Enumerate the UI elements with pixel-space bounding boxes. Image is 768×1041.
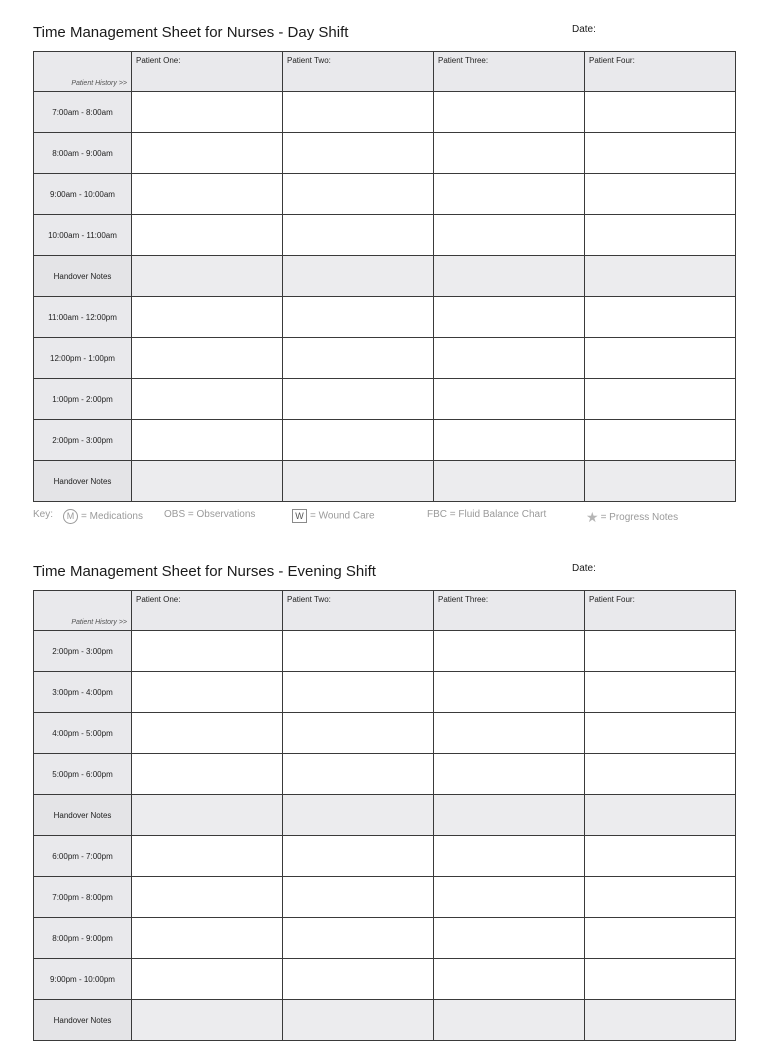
entry-cell[interactable]	[585, 754, 736, 795]
time-slot-label: 9:00am - 10:00am	[34, 174, 132, 215]
patient-one-header: Patient One:	[132, 591, 283, 631]
key-wound-care	[292, 509, 375, 523]
key-label: Key:	[33, 509, 54, 520]
entry-cell[interactable]	[434, 92, 585, 133]
table-row	[34, 174, 736, 215]
entry-cell[interactable]	[585, 379, 736, 420]
handover-label: Handover Notes	[34, 461, 132, 502]
entry-cell[interactable]	[132, 631, 283, 672]
entry-cell[interactable]	[132, 215, 283, 256]
entry-cell[interactable]	[434, 918, 585, 959]
entry-cell[interactable]	[283, 338, 434, 379]
entry-cell[interactable]	[434, 174, 585, 215]
entry-cell[interactable]	[585, 713, 736, 754]
patient-history-label: Patient History >>	[71, 619, 127, 626]
evening-shift-table	[33, 590, 736, 1041]
patient-history-cell	[34, 591, 132, 631]
entry-cell[interactable]	[434, 754, 585, 795]
patient-four-header: Patient Four:	[585, 52, 736, 92]
entry-cell[interactable]	[434, 631, 585, 672]
time-slot-label: 6:00pm - 7:00pm	[34, 836, 132, 877]
handover-cell[interactable]	[434, 461, 585, 502]
entry-cell[interactable]	[132, 420, 283, 461]
handover-cell[interactable]	[585, 256, 736, 297]
entry-cell[interactable]	[283, 877, 434, 918]
medications-circle-icon: M	[63, 509, 78, 524]
handover-cell[interactable]	[434, 256, 585, 297]
entry-cell[interactable]	[585, 92, 736, 133]
table-row	[34, 713, 736, 754]
fluid-balance-text: FBC = Fluid Balance Chart	[427, 509, 547, 520]
table-row	[34, 672, 736, 713]
entry-cell[interactable]	[434, 215, 585, 256]
handover-cell[interactable]	[585, 461, 736, 502]
entry-cell[interactable]	[434, 836, 585, 877]
entry-cell[interactable]	[283, 215, 434, 256]
time-slot-label: 2:00pm - 3:00pm	[34, 631, 132, 672]
entry-cell[interactable]	[585, 918, 736, 959]
entry-cell[interactable]	[434, 379, 585, 420]
entry-cell[interactable]	[283, 420, 434, 461]
table-row	[34, 338, 736, 379]
patient-two-header: Patient Two:	[283, 591, 434, 631]
entry-cell[interactable]	[283, 631, 434, 672]
table-row	[34, 215, 736, 256]
table-row	[34, 918, 736, 959]
entry-cell[interactable]	[132, 92, 283, 133]
entry-cell[interactable]	[283, 754, 434, 795]
entry-cell[interactable]	[585, 174, 736, 215]
time-slot-label: 7:00am - 8:00am	[34, 92, 132, 133]
evening-header-row	[34, 591, 736, 631]
patient-history-cell	[34, 52, 132, 92]
entry-cell[interactable]	[132, 133, 283, 174]
patient-three-header: Patient Three:	[434, 52, 585, 92]
handover-cell[interactable]	[132, 461, 283, 502]
entry-cell[interactable]	[585, 836, 736, 877]
table-row	[34, 836, 736, 877]
time-slot-label: 1:00pm - 2:00pm	[34, 379, 132, 420]
handover-cell[interactable]	[283, 461, 434, 502]
entry-cell[interactable]	[434, 713, 585, 754]
handover-cell[interactable]	[434, 795, 585, 836]
handover-label: Handover Notes	[34, 795, 132, 836]
entry-cell[interactable]	[434, 959, 585, 1000]
table-row	[34, 92, 736, 133]
entry-cell[interactable]	[132, 379, 283, 420]
handover-row	[34, 795, 736, 836]
wound-care-text: = Wound Care	[310, 510, 375, 522]
entry-cell[interactable]	[585, 631, 736, 672]
entry-cell[interactable]	[585, 133, 736, 174]
entry-cell[interactable]	[132, 959, 283, 1000]
entry-cell[interactable]	[434, 672, 585, 713]
key-progress-notes	[586, 509, 678, 526]
time-slot-label: 5:00pm - 6:00pm	[34, 754, 132, 795]
day-date-label: Date:	[572, 24, 596, 35]
table-row	[34, 297, 736, 338]
patient-one-header: Patient One:	[132, 52, 283, 92]
entry-cell[interactable]	[434, 133, 585, 174]
handover-row	[34, 1000, 736, 1041]
entry-cell[interactable]	[132, 174, 283, 215]
patient-four-header: Patient Four:	[585, 591, 736, 631]
entry-cell[interactable]	[283, 92, 434, 133]
handover-label: Handover Notes	[34, 256, 132, 297]
handover-cell[interactable]	[132, 256, 283, 297]
entry-cell[interactable]	[585, 297, 736, 338]
legend-key	[33, 509, 735, 525]
time-slot-label: 9:00pm - 10:00pm	[34, 959, 132, 1000]
handover-cell[interactable]	[283, 1000, 434, 1041]
handover-cell[interactable]	[585, 795, 736, 836]
observations-text: OBS = Observations	[164, 509, 256, 520]
entry-cell[interactable]	[283, 836, 434, 877]
medications-text: = Medications	[81, 511, 143, 523]
handover-label: Handover Notes	[34, 1000, 132, 1041]
handover-row	[34, 461, 736, 502]
handover-cell[interactable]	[434, 1000, 585, 1041]
time-slot-label: 2:00pm - 3:00pm	[34, 420, 132, 461]
entry-cell[interactable]	[434, 420, 585, 461]
handover-cell[interactable]	[132, 1000, 283, 1041]
time-slot-label: 7:00pm - 8:00pm	[34, 877, 132, 918]
progress-notes-text: = Progress Notes	[600, 512, 679, 524]
entry-cell[interactable]	[434, 338, 585, 379]
handover-cell[interactable]	[132, 795, 283, 836]
entry-cell[interactable]	[283, 297, 434, 338]
handover-cell[interactable]	[283, 256, 434, 297]
entry-cell[interactable]	[585, 672, 736, 713]
entry-cell[interactable]	[283, 918, 434, 959]
entry-cell[interactable]	[132, 918, 283, 959]
entry-cell[interactable]	[434, 297, 585, 338]
patient-two-header: Patient Two:	[283, 52, 434, 92]
entry-cell[interactable]	[585, 959, 736, 1000]
day-shift-title: Time Management Sheet for Nurses - Day Shift	[33, 24, 349, 41]
handover-cell[interactable]	[585, 1000, 736, 1041]
entry-cell[interactable]	[132, 836, 283, 877]
handover-cell[interactable]	[283, 795, 434, 836]
table-row	[34, 959, 736, 1000]
time-slot-label: 3:00pm - 4:00pm	[34, 672, 132, 713]
entry-cell[interactable]	[132, 297, 283, 338]
time-slot-label: 11:00am - 12:00pm	[34, 297, 132, 338]
entry-cell[interactable]	[132, 754, 283, 795]
entry-cell[interactable]	[585, 338, 736, 379]
star-icon: ★	[586, 509, 599, 525]
wound-care-square-icon: W	[292, 509, 307, 523]
entry-cell[interactable]	[434, 877, 585, 918]
entry-cell[interactable]	[283, 672, 434, 713]
time-slot-label: 10:00am - 11:00am	[34, 215, 132, 256]
handover-row	[34, 256, 736, 297]
time-slot-label: 12:00pm - 1:00pm	[34, 338, 132, 379]
patient-history-label: Patient History >>	[71, 80, 127, 87]
entry-cell[interactable]	[283, 713, 434, 754]
entry-cell[interactable]	[132, 672, 283, 713]
entry-cell[interactable]	[585, 420, 736, 461]
table-row	[34, 877, 736, 918]
entry-cell[interactable]	[132, 713, 283, 754]
patient-three-header: Patient Three:	[434, 591, 585, 631]
day-shift-table	[33, 51, 736, 502]
table-row	[34, 754, 736, 795]
evening-date-label: Date:	[572, 563, 596, 574]
entry-cell[interactable]	[283, 174, 434, 215]
evening-shift-title: Time Management Sheet for Nurses - Evening Shift	[33, 563, 376, 580]
time-slot-label: 8:00pm - 9:00pm	[34, 918, 132, 959]
time-slot-label: 4:00pm - 5:00pm	[34, 713, 132, 754]
entry-cell[interactable]	[132, 338, 283, 379]
entry-cell[interactable]	[283, 959, 434, 1000]
entry-cell[interactable]	[585, 215, 736, 256]
entry-cell[interactable]	[283, 133, 434, 174]
entry-cell[interactable]	[283, 379, 434, 420]
time-slot-label: 8:00am - 9:00am	[34, 133, 132, 174]
entry-cell[interactable]	[132, 877, 283, 918]
entry-cell[interactable]	[585, 877, 736, 918]
table-row	[34, 420, 736, 461]
day-header-row	[34, 52, 736, 92]
table-row	[34, 631, 736, 672]
key-medications	[63, 509, 143, 524]
table-row	[34, 379, 736, 420]
table-row	[34, 133, 736, 174]
